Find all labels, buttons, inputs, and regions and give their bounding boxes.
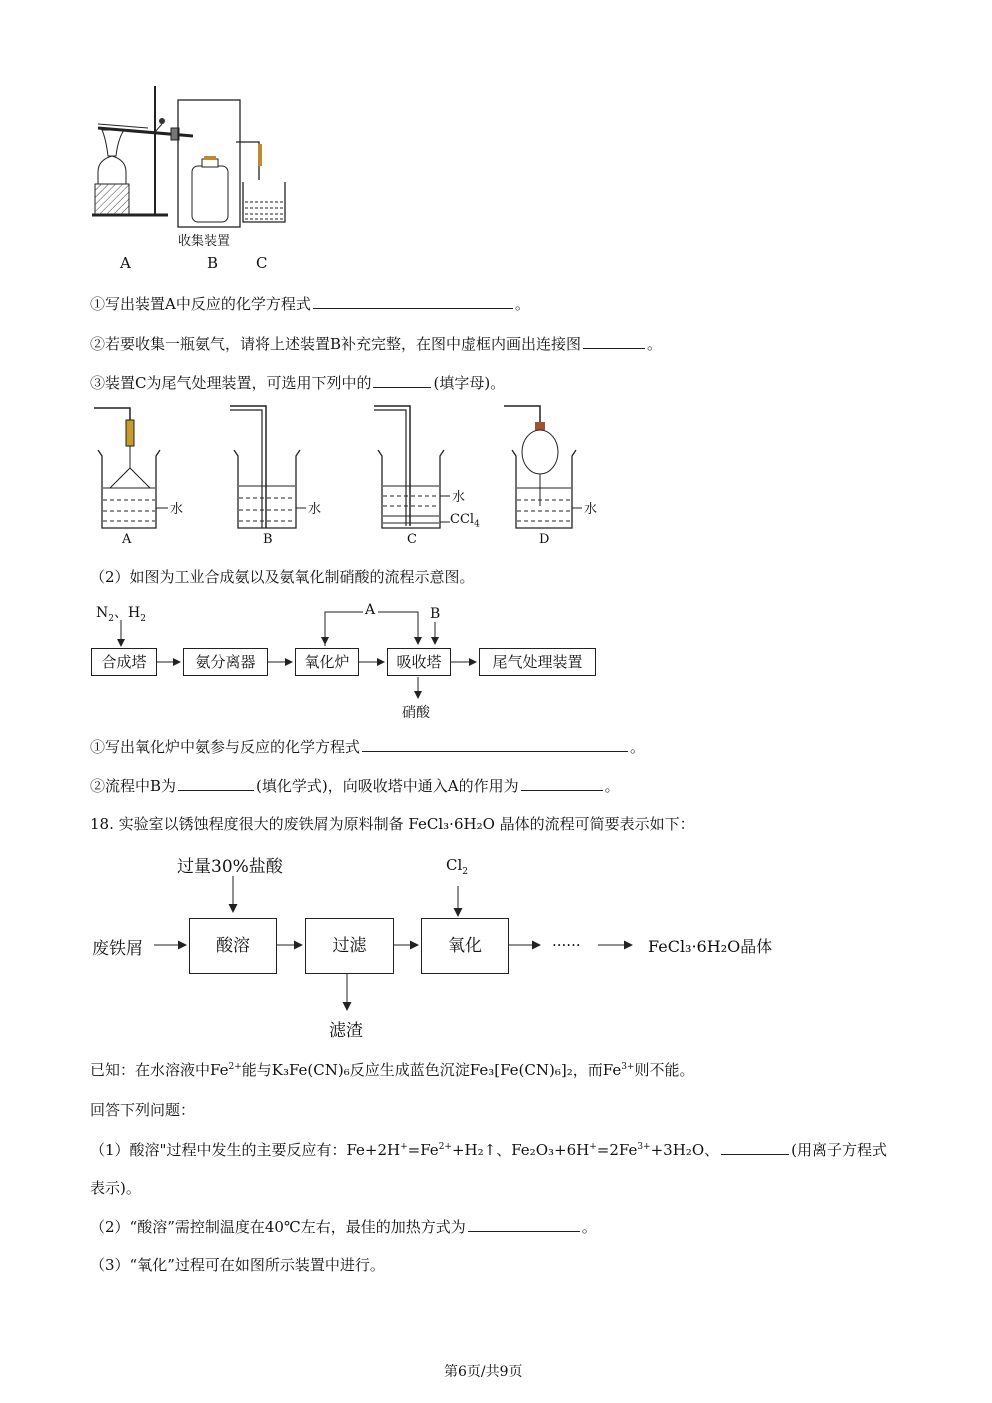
beakers-drawing (88, 402, 608, 552)
q18-stem: 18. 实验室以锈蚀程度很大的废铁屑为原料制备 FeCl₃·6H₂O 晶体的流程可简要表示如下： (90, 815, 695, 833)
box-oxidation-furnace: 氧化炉 (295, 648, 359, 676)
beaker-c (374, 406, 450, 528)
flow1-label-b: B (430, 606, 441, 622)
flow1-product: 硝酸 (402, 705, 430, 721)
box-synthesis-tower: 合成塔 (91, 648, 157, 676)
q18-part1: （1）酸溶"过程中发生的主要反应有：$Fe+2H^+=Fe^{2+}+H_2↑$、$Fe_2O_3+6H^+=2Fe^{3+}+3H_2O$、 (用离子方程式 (90, 1141, 887, 1159)
box-tail-gas-unit: 尾气处理装置 (479, 648, 596, 676)
flow2-residue: 滤渣 (329, 1021, 363, 1041)
beaker-label-b: B (263, 532, 273, 547)
ammonia-flow-diagram (88, 598, 608, 728)
beaker-d (504, 406, 582, 528)
water-label-a: 水 (170, 502, 184, 517)
water-label-b: 水 (308, 502, 322, 517)
apparatus-figure (88, 84, 300, 274)
answer-blank[interactable] (362, 736, 628, 752)
flow2-reagent-cl2: $Cl_2$ (446, 856, 469, 877)
beaker-label-a: A (122, 532, 132, 547)
q17-1-item3: ③装置C为尾气处理装置，可选用下列中的 (填字母)。 (90, 374, 506, 392)
q17-1-item1: ①写出装置A中反应的化学方程式 。 (90, 295, 530, 313)
box-oxidize: 氧化 (421, 918, 509, 974)
flow2-start: 废铁屑 (92, 939, 143, 959)
apparatus-label-b: B (207, 254, 219, 272)
flow2-dots: ······ (552, 936, 581, 954)
flow1-input-label: $N_2$、$H_2$ (96, 605, 146, 624)
answer-blank[interactable] (583, 333, 645, 349)
flow1-label-a: A (365, 602, 376, 618)
fecl3-flow-diagram (88, 846, 788, 1046)
answer-blank[interactable] (721, 1139, 789, 1155)
beaker-b (230, 406, 306, 528)
flow2-end: FeCl₃·6H₂O晶体 (648, 937, 773, 956)
water-label-c: 水 (452, 490, 466, 505)
collection-caption: 收集装置 (178, 234, 231, 249)
answer-blank[interactable] (313, 293, 513, 309)
ccl4-label: CCl$_4$ (450, 512, 480, 530)
page-footer: 第6页/共9页 (444, 1364, 523, 1380)
apparatus-label-c: C (256, 254, 268, 272)
box-absorption-tower: 吸收塔 (387, 648, 451, 676)
box-ammonia-separator: 氨分离器 (183, 648, 268, 676)
answer-blank[interactable] (178, 775, 254, 791)
answer-blank[interactable] (521, 775, 603, 791)
q18-part1-cont: 表示)。 (90, 1179, 141, 1197)
q18-part2: （2）“酸溶”需控制温度在40℃左右，最佳的加热方式为 。 (90, 1218, 597, 1236)
box-acid-dissolve: 酸溶 (189, 918, 277, 974)
q18-part3: （3）“氧化”过程可在如图所示装置中进行。 (90, 1256, 385, 1274)
q17-2-item2: ②流程中B为 (填化学式)，向吸收塔中通入A的作用为 。 (90, 777, 620, 795)
beakers-figure (88, 402, 608, 552)
q17-1-item2: ②若要收集一瓶氨气，请将上述装置B补充完整，在图中虚框内画出连接图 。 (90, 335, 663, 353)
q18-known: 已知：在水溶液中$Fe^{2+}$能与K₃Fe(CN)₆反应生成蓝色沉淀Fe₃[Fe(CN)₆]₂，而$Fe^{3+}$则不能。 (90, 1061, 695, 1079)
apparatus-label-a: A (120, 254, 131, 272)
beaker-label-d: D (539, 532, 550, 547)
box-filter: 过滤 (305, 918, 394, 974)
water-label-d: 水 (584, 502, 598, 517)
q18-answer-intro: 回答下列问题： (90, 1101, 196, 1119)
answer-blank[interactable] (373, 372, 431, 388)
q17-2-item1: ①写出氧化炉中氨参与反应的化学方程式 。 (90, 738, 646, 756)
answer-blank[interactable] (468, 1216, 580, 1232)
beaker-label-c: C (407, 532, 417, 547)
beaker-a (94, 408, 168, 528)
q17-2-intro: （2）如图为工业合成氨以及氨氧化制硝酸的流程示意图。 (90, 568, 475, 586)
flow2-reagent-acid: 过量30%盐酸 (177, 857, 283, 877)
